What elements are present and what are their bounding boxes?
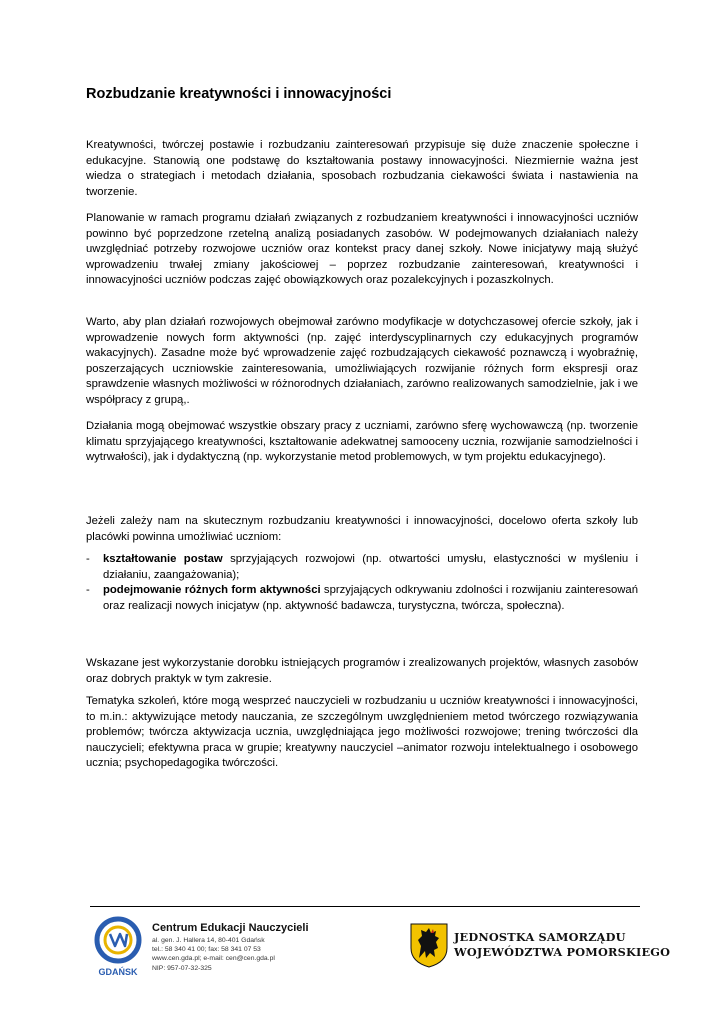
cen-address: al. gen. J. Hallera 14, 80-401 Gdańsk: [152, 937, 265, 944]
paragraph-activities: Działania mogą obejmować wszystkie obszary pracy z uczniami, zarówno sferę wychowawczą (np. tworzenie klimatu sprzyjającego kreatywności, kształtowanie adekwatnej samooceny ucznia, rozwijanie samodzielności i wytrwałości), jak i dydaktyczną (np. wykorzystanie metod problemowych, w tym projektu edukacyjnego).: [86, 420, 638, 463]
list-item-bold: kształtowanie postaw: [103, 553, 223, 565]
footer-divider: [90, 906, 640, 907]
pomorskie-label: [454, 930, 670, 960]
cen-web: www.cen.gda.pl; e-mail: cen@cen.gda.pl: [152, 955, 275, 963]
cen-contact-block: [152, 922, 342, 973]
cen-phone: tel.: 58 340 41 00; fax: 58 341 07 53: [152, 946, 261, 954]
cen-logo-caption: GDAŃSK: [98, 967, 138, 977]
list-item: - kształtowanie postaw sprzyjających rozwojowi (np. otwartości umysłu, elastyczności w myśleniu i działaniu, zaangażowania);: [86, 553, 638, 581]
pomorskie-line-2: WOJEWÓDZTWA POMORSKIEGO: [454, 945, 671, 959]
paragraph-resources: Wskazane jest wykorzystanie dorobku istniejących programów i zrealizowanych projektów, własnych zasobów oraz dobrych praktyk w tym zakresie.: [86, 657, 638, 685]
paragraph-training: Tematyka szkoleń, które mogą wesprzeć nauczycieli w rozbudzaniu u uczniów kreatywności i innowacyjności, to m.in.: aktywizujące metody nauczania, ze szczególnym uwzględnieniem metod twórczego rozwiązywania problemów; twórcza aktywizacja ucznia, uwzględniająca jego możliwości rozwojowe; trening twórczości dla nauczycieli; efektywna praca w grupie; kreatywny nauczyciel –animator rozwoju intelektualnego i osobowego ucznia; psychopedagogika twórczości.: [86, 695, 638, 769]
offer-list: [86, 552, 638, 614]
list-item-text: sprzyjających rozwojowi (np. otwartości umysłu, elastyczności w myśleniu i działaniu, zaangażowania);: [103, 553, 638, 581]
list-item: - podejmowanie różnych form aktywności sprzyjających odkrywaniu zdolności i rozwijaniu zainteresowań oraz realizacji nowych inicjatyw (np. aktywność badawcza, turystyczna, twórcza, społeczna).: [86, 584, 638, 612]
list-item-text: sprzyjających odkrywaniu zdolności i rozwijaniu zainteresowań oraz realizacji nowych inicjatyw (np. aktywność badawcza, turystyczna, twórcza, społeczna).: [103, 584, 638, 612]
paragraph-development-plan: Warto, aby plan działań rozwojowych obejmował zarówno modyfikacje w dotychczasowej ofercie szkoły, jak i wprowadzenie nowych form aktywności (np. zajęć interdyscyplinarnych czy edukacyjnych programów wakacyjnych). Zasadne może być wprowadzenie zajęć rozbudzających ciekawość poznawczą i wyobraźnię, poszerzających uczniowskie zainteresowania, umożliwiających rozwijanie różnych form ekspresji oraz sprawdzenie własnych możliwości w różnorodnych działaniach, zarówno realizowanych samodzielnie, jak i we współpracy z grupą,.: [86, 316, 638, 406]
cen-nip: NIP: 957-07-32-325: [152, 964, 212, 972]
paragraph-intro: Kreatywności, twórczej postawie i rozbudzaniu zainteresowań przypisuje się duże znaczenie społeczne i edukacyjne. Stanowią one podstawę do kształtowania postawy innowacyjności. Niezmiernie ważna jest wiedza o strategiach i metodach działania, sposobach rozbudzania ciekawości świata i nastawienia na tworzenie.: [86, 139, 638, 198]
pomorskie-line-1: JEDNOSTKA SAMORZĄDU: [454, 930, 626, 944]
cen-name: Centrum Edukacji Nauczycieli: [152, 922, 309, 934]
griffin-coat-of-arms-icon: [409, 922, 449, 968]
cen-logo: [90, 916, 146, 978]
page-title: Rozbudzanie kreatywności i innowacyjności: [86, 86, 392, 102]
paragraph-planning: Planowanie w ramach programu działań związanych z rozbudzaniem kreatywności i innowacyjności uczniów powinno być poprzedzone rzetelną analizą posiadanych zasobów. W podejmowanych działaniach należy uwzględniać potrzeby rozwojowe uczniów oraz kontekst pracy danej szkoły. Nowe inicjatywy mają służyć wprowadzeniu trwałej zmiany jakościowej – poprzez rozbudzanie zainteresowań, kreatywności i innowacyjności uczniów podczas zajęć obowiązkowych oraz pozalekcyjnych i pozaszkolnych.: [86, 212, 638, 286]
paragraph-offer-intro: Jeżeli zależy nam na skutecznym rozbudzaniu kreatywności i innowacyjności, docelowo oferta szkoły lub placówki powinna umożliwiać uczniom:: [86, 515, 638, 543]
list-item-bold: podejmowanie różnych form aktywności: [103, 584, 321, 596]
